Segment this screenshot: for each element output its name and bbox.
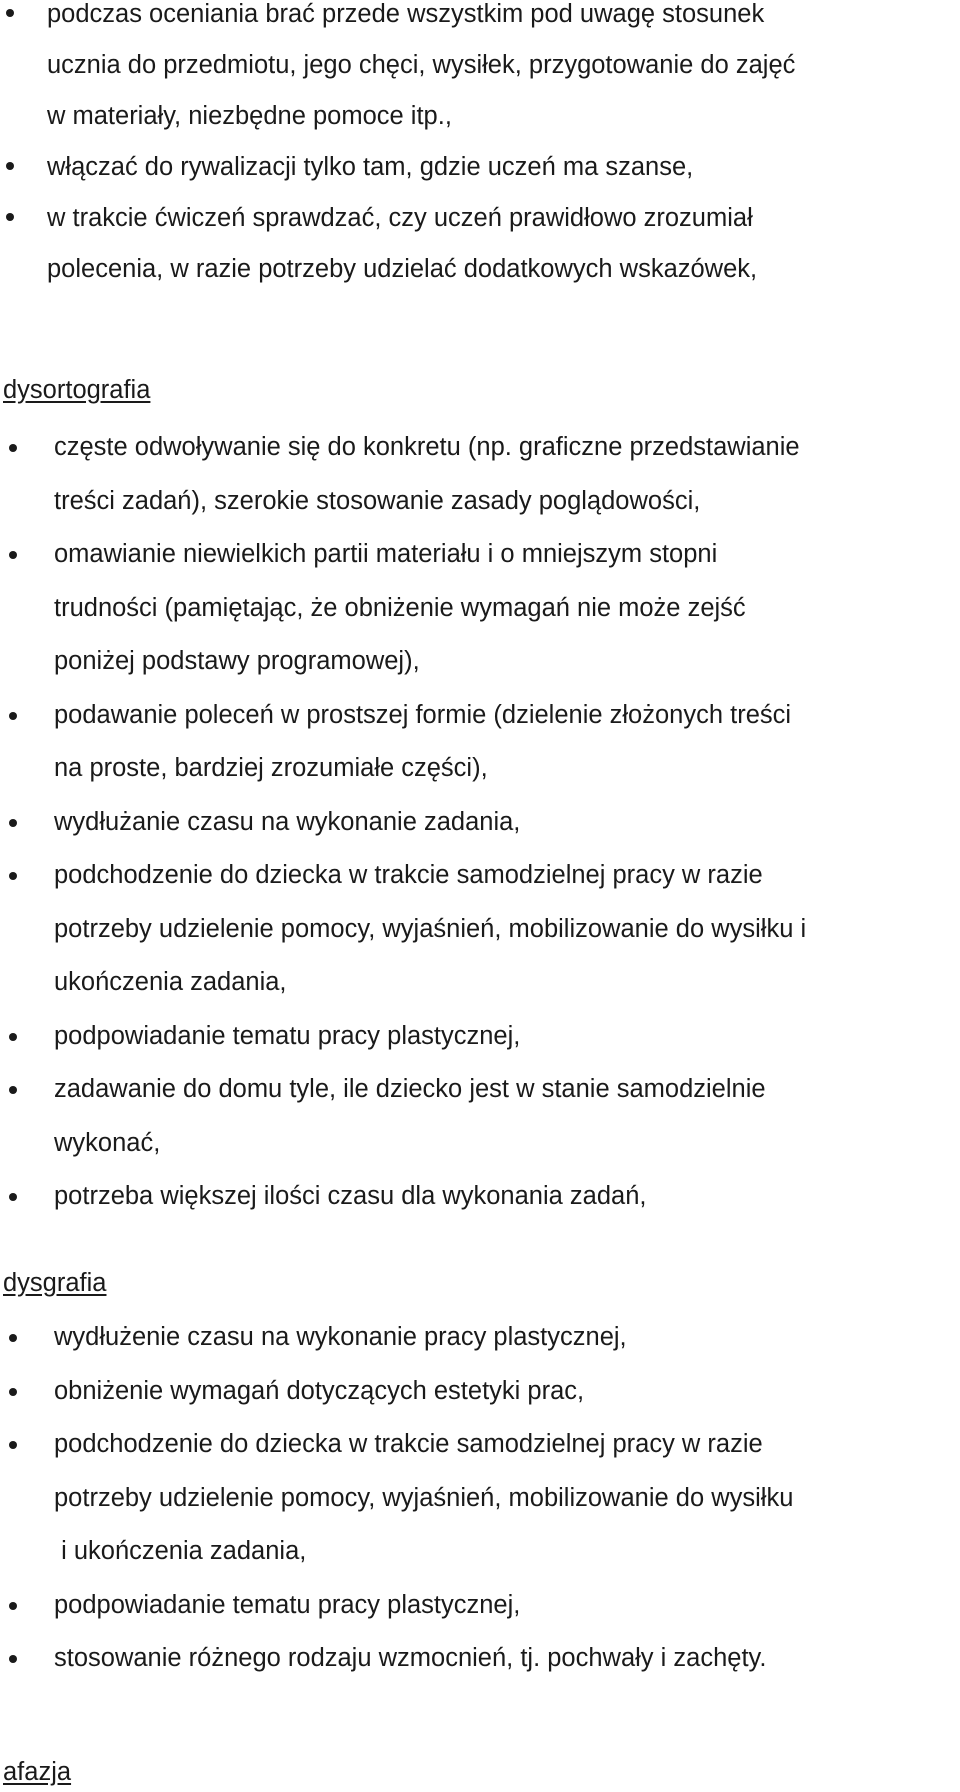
list-item-line: częste odwoływanie się do konkretu (np. graficzne przedstawianie xyxy=(54,433,800,461)
list-item-line: ukończenia zadania, xyxy=(54,968,287,996)
list-item-line: podchodzenie do dziecka w trakcie samodzielnej pracy w razie xyxy=(54,861,763,889)
list-item xyxy=(0,1170,960,1224)
bullet-icon xyxy=(9,1655,17,1663)
list-item xyxy=(0,193,960,295)
bullet-icon xyxy=(9,1086,17,1094)
bullet-list xyxy=(0,0,960,295)
bullet-icon xyxy=(9,1602,17,1610)
bullet-icon xyxy=(9,819,17,827)
list-item-line: na proste, bardziej zrozumiałe części), xyxy=(54,754,488,782)
list-item-line: poniżej podstawy programowej), xyxy=(54,647,420,675)
list-item xyxy=(0,142,960,193)
bullet-icon xyxy=(9,444,17,452)
section-heading-afazja: afazja xyxy=(3,1758,72,1786)
list-item xyxy=(0,0,960,142)
bullet-icon xyxy=(9,1193,17,1201)
list-item-line: w trakcie ćwiczeń sprawdzać, czy uczeń prawidłowo zrozumiał xyxy=(47,204,753,232)
list-item-line: potrzeby udzielenie pomocy, wyjaśnień, mobilizowanie do wysiłku i xyxy=(54,914,807,943)
list-item-line: w materiały, niezbędne pomoce itp., xyxy=(47,102,452,130)
list-item-line: potrzeba większej ilości czasu dla wykonania zadań, xyxy=(54,1182,647,1210)
list-item-line: wydłużenie czasu na wykonanie pracy plastycznej, xyxy=(54,1323,627,1351)
list-item-line: wykonać, xyxy=(54,1128,161,1157)
list-item xyxy=(0,1418,960,1579)
list-item-line: treści zadań), szerokie stosowanie zasady poglądowości, xyxy=(54,486,701,515)
bullet-icon xyxy=(9,1388,17,1396)
list-item xyxy=(0,1579,960,1633)
list-item xyxy=(0,528,960,689)
list-item xyxy=(0,1632,960,1686)
bullet-icon xyxy=(9,712,17,720)
bullet-icon xyxy=(6,162,14,170)
bullet-icon xyxy=(9,551,17,559)
bullet-icon xyxy=(9,872,17,880)
list-item-line: potrzeby udzielenie pomocy, wyjaśnień, mobilizowanie do wysiłku xyxy=(54,1483,794,1512)
list-item xyxy=(0,689,960,796)
section-dysortografia xyxy=(0,421,960,1224)
bullet-list xyxy=(0,421,960,1224)
list-item xyxy=(0,1010,960,1064)
section-general xyxy=(0,0,960,295)
list-item-line: stosowanie różnego rodzaju wzmocnień, tj. pochwały i zachęty. xyxy=(54,1644,767,1672)
list-item-line: ucznia do przedmiotu, jego chęci, wysiłek, przygotowanie do zajęć xyxy=(47,51,796,79)
bullet-icon xyxy=(9,1441,17,1449)
section-dysgrafia xyxy=(0,1311,960,1686)
bullet-icon xyxy=(6,9,14,17)
list-item-line: włączać do rywalizacji tylko tam, gdzie uczeń ma szanse, xyxy=(47,153,694,181)
bullet-icon xyxy=(6,213,14,221)
list-item xyxy=(0,849,960,1010)
list-item-line: zadawanie do domu tyle, ile dziecko jest w stanie samodzielnie xyxy=(54,1075,766,1103)
list-item-line: podpowiadanie tematu pracy plastycznej, xyxy=(54,1590,521,1619)
list-item-line: podchodzenie do dziecka w trakcie samodzielnej pracy w razie xyxy=(54,1430,763,1458)
bullet-icon xyxy=(9,1033,17,1041)
list-item-line: podpowiadanie tematu pracy plastycznej, xyxy=(54,1021,521,1050)
list-item-line: obniżenie wymagań dotyczących estetyki prac, xyxy=(54,1376,585,1405)
list-item-line: polecenia, w razie potrzeby udzielać dodatkowych wskazówek, xyxy=(47,255,758,283)
list-item xyxy=(0,1311,960,1365)
list-item-line: podawanie poleceń w prostszej formie (dzielenie złożonych treści xyxy=(54,700,792,729)
list-item xyxy=(0,1063,960,1170)
list-item-line: podczas oceniania brać przede wszystkim pod uwagę stosunek xyxy=(47,0,765,28)
bullet-icon xyxy=(9,1334,17,1342)
list-item xyxy=(0,796,960,850)
list-item-line: omawianie niewielkich partii materiału i o mniejszym stopni xyxy=(54,540,718,568)
list-item-line: i ukończenia zadania, xyxy=(54,1537,307,1565)
list-item xyxy=(0,1365,960,1419)
list-item xyxy=(0,421,960,528)
list-item-line: wydłużanie czasu na wykonanie zadania, xyxy=(54,807,521,836)
bullet-list xyxy=(0,1311,960,1686)
section-heading-dysortografia: dysortografia xyxy=(3,376,151,404)
section-heading-dysgrafia: dysgrafia xyxy=(3,1269,107,1297)
list-item-line: trudności (pamiętając, że obniżenie wymagań nie może zejść xyxy=(54,593,746,622)
